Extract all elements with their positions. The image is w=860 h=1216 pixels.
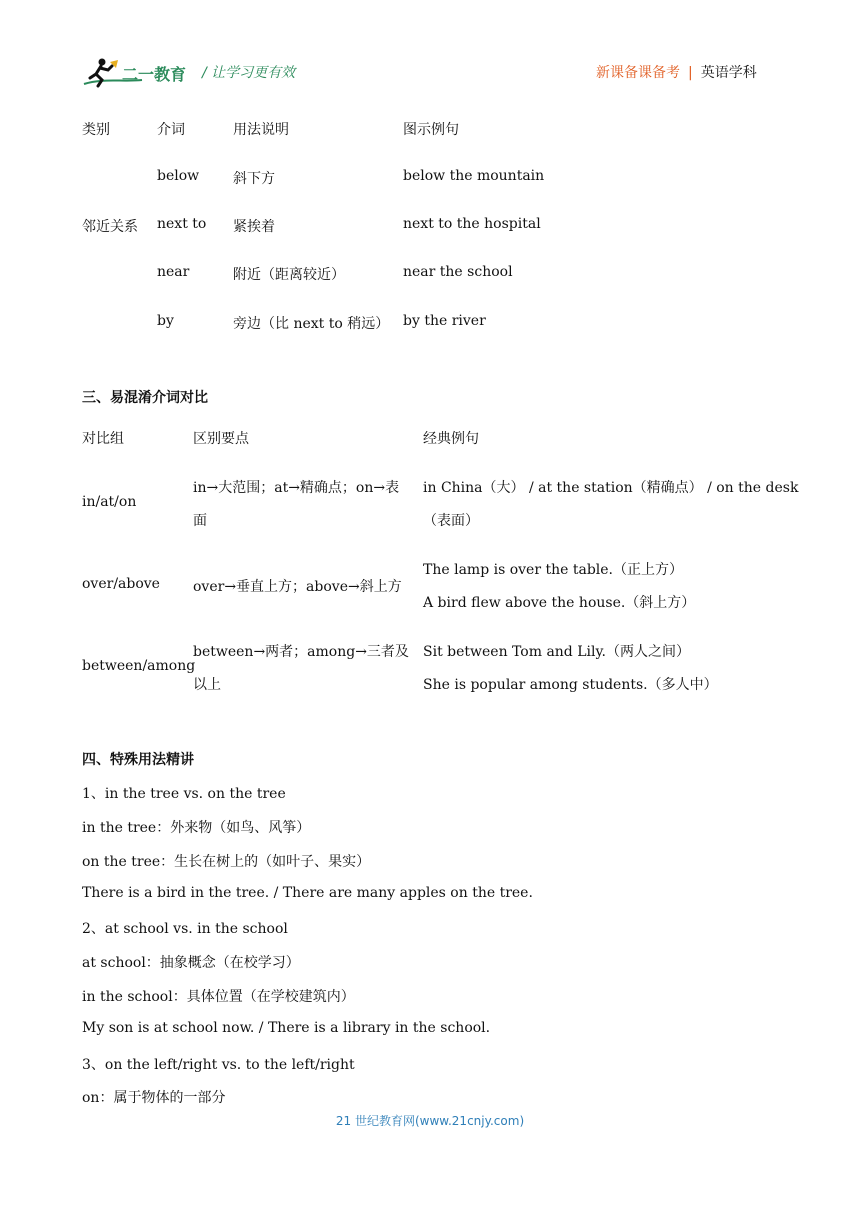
usage-line: in the school：具体位置（在学校建筑内） — [82, 989, 355, 1005]
comparison-point-line: over→垂直上方；above→斜上方 — [193, 579, 402, 595]
header-separator: | — [688, 65, 693, 81]
table-row-example: by the river — [403, 313, 486, 329]
table-header-category: 类别 — [82, 122, 110, 138]
comparison-example-line: The lamp is over the table.（正上方） — [423, 562, 684, 578]
usage-line: on：属于物体的一部分 — [82, 1090, 226, 1106]
comparison-point-line: 以上 — [193, 677, 221, 693]
table-row-example: below the mountain — [403, 168, 545, 184]
header-subject: 英语学科 — [700, 65, 757, 81]
section-title: 四、特殊用法精讲 — [82, 752, 194, 768]
runner-logo-icon — [82, 56, 192, 90]
header-course: 新课备课备考 — [596, 65, 680, 81]
table-row-prep: next to — [157, 216, 207, 232]
comparison-example-line: She is popular among students.（多人中） — [423, 677, 718, 693]
table-row-usage: 斜下方 — [233, 171, 275, 187]
usage-line: My son is at school now. / There is a library in the school. — [82, 1020, 491, 1036]
svg-text:二一教育: 二一教育 — [122, 65, 187, 84]
footer-link[interactable]: 21 世纪教育网(www.21cnjy.com) — [335, 1114, 525, 1128]
comparison-group: over/above — [82, 576, 160, 592]
usage-line: There is a bird in the tree. / There are many apples on the tree. — [82, 885, 533, 901]
usage-line: in the tree：外来物（如鸟、风筝） — [82, 820, 311, 836]
usage-line: at school：抽象概念（在校学习） — [82, 955, 300, 971]
table-row-example: next to the hospital — [403, 216, 541, 232]
table-row-usage: 紧挨着 — [233, 219, 275, 235]
comparison-header-point: 区别要点 — [193, 431, 249, 447]
comparison-example-line: in China（大） / at the station（精确点） / on the desk — [423, 480, 799, 496]
brand-logo — [82, 56, 192, 90]
comparison-point-line: between→两者；among→三者及 — [193, 644, 409, 660]
header-right — [596, 62, 757, 82]
comparison-point-line: in→大范围；at→精确点；on→表 — [193, 480, 400, 496]
table-row-prep: below — [157, 168, 200, 184]
comparison-group: between/among — [82, 658, 196, 674]
table-row-prep: near — [157, 264, 190, 280]
comparison-example-line: Sit between Tom and Lily.（两人之间） — [423, 644, 690, 660]
comparison-header-group: 对比组 — [82, 431, 124, 447]
comparison-example-line: A bird flew above the house.（斜上方） — [423, 595, 696, 611]
table-row-prep: by — [157, 313, 174, 329]
table-row-usage: 附近（距离较近） — [233, 267, 345, 283]
table-row-usage: 旁边（比 next to 稍远） — [233, 316, 390, 332]
usage-line: on the tree：生长在树上的（如叶子、果实） — [82, 854, 371, 870]
section-title: 三、易混淆介词对比 — [82, 390, 208, 406]
table-header-preposition: 介词 — [157, 122, 185, 138]
table-header-example: 图示例句 — [403, 122, 459, 138]
usage-line: 3、on the left/right vs. to the left/right — [82, 1057, 355, 1073]
table-row-example: near the school — [403, 264, 513, 280]
table-category-cell: 邻近关系 — [82, 219, 138, 235]
header-slogan: / 让学习更有效 — [202, 65, 296, 81]
table-header-usage: 用法说明 — [233, 122, 289, 138]
usage-line: 2、at school vs. in the school — [82, 921, 288, 937]
comparison-group: in/at/on — [82, 494, 137, 510]
comparison-example-line: （表面） — [423, 513, 479, 529]
comparison-point-line: 面 — [193, 513, 207, 529]
comparison-header-example: 经典例句 — [423, 431, 479, 447]
usage-line: 1、in the tree vs. on the tree — [82, 786, 286, 802]
